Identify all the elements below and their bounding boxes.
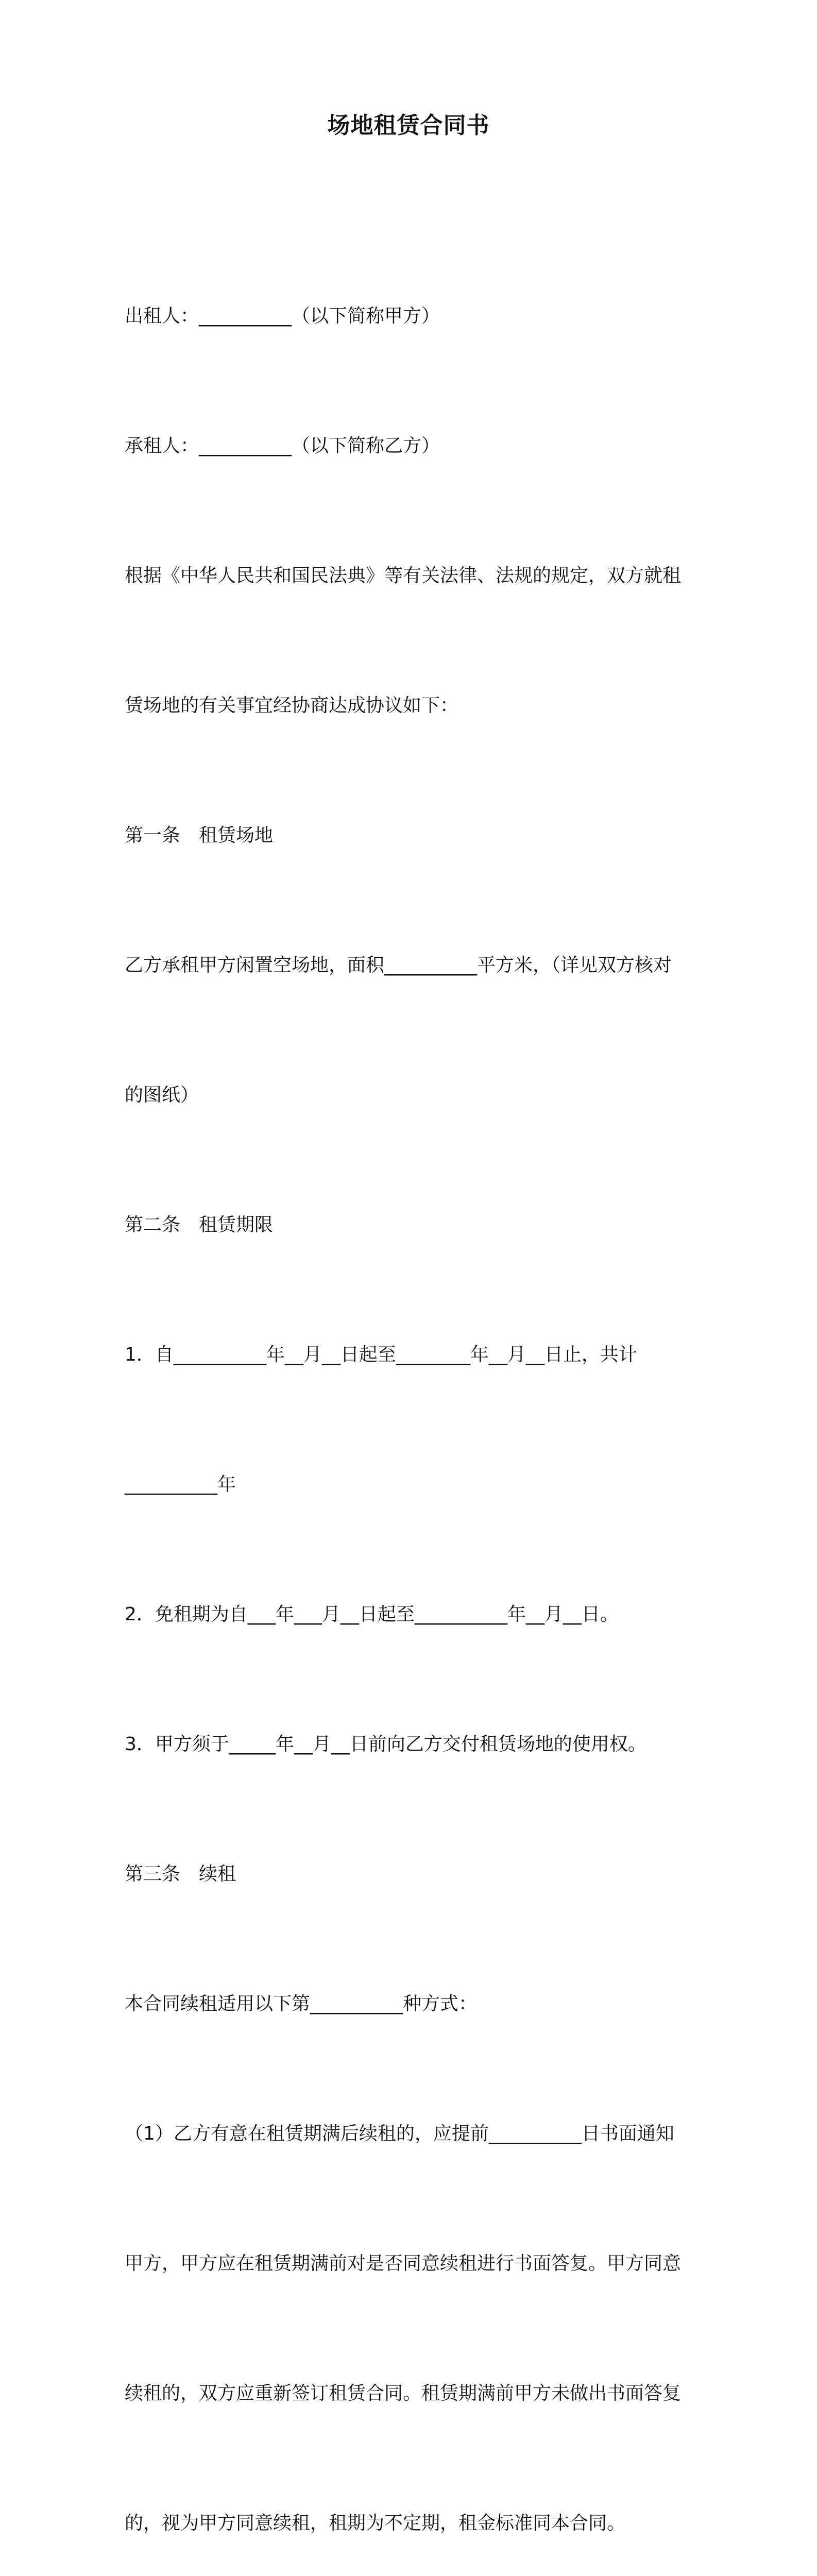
document-title: 场地租赁合同书 bbox=[327, 112, 490, 139]
preamble-line-1: 根据《中华人民共和国民法典》等有关法律、法规的规定，双方就租 bbox=[125, 565, 682, 586]
article-2-item-2: 2．免租期为自___年___月__日起至__________年__月__日。 bbox=[125, 1604, 619, 1625]
article-3-option-1-line-3: 续租的，双方应重新签订租赁合同。租赁期满前甲方未做出书面答复 bbox=[125, 2383, 682, 2404]
article-1-text-1: 乙方承租甲方闲置空场地，面积__________平方米，（详见双方核对 bbox=[125, 955, 672, 976]
preamble-line-2: 赁场地的有关事宜经协商达成协议如下： bbox=[125, 695, 459, 716]
article-2-item-1-line-1: 1．自__________年__月__日起至________年__月__日止，共计 bbox=[125, 1344, 637, 1365]
article-2-heading: 第二条 租赁期限 bbox=[125, 1214, 274, 1235]
document-body bbox=[125, 208, 703, 2576]
article-3-intro: 本合同续租适用以下第__________种方式： bbox=[125, 1993, 478, 2014]
article-3-option-1-line-1: （1）乙方有意在租赁期满后续租的，应提前__________日书面通知 bbox=[125, 2123, 674, 2144]
article-2-item-3: 3．甲方须于_____年__月__日前向乙方交付租赁场地的使用权。 bbox=[125, 1734, 646, 1755]
article-1-text-2: 的图纸） bbox=[125, 1084, 199, 1106]
article-2-item-1-line-2: __________年 bbox=[125, 1474, 236, 1495]
lessee-line: 承租人：__________（以下简称乙方） bbox=[125, 435, 440, 456]
article-3-heading: 第三条 续租 bbox=[125, 1863, 236, 1885]
article-3-option-1-line-4: 的，视为甲方同意续租，租期为不定期，租金标准同本合同。 bbox=[125, 2513, 626, 2534]
article-3-option-1-line-2: 甲方，甲方应在租赁期满前对是否同意续租进行书面答复。甲方同意 bbox=[125, 2253, 682, 2274]
lessor-line: 出租人：__________（以下简称甲方） bbox=[125, 306, 440, 327]
article-1-heading: 第一条 租赁场地 bbox=[125, 825, 274, 846]
